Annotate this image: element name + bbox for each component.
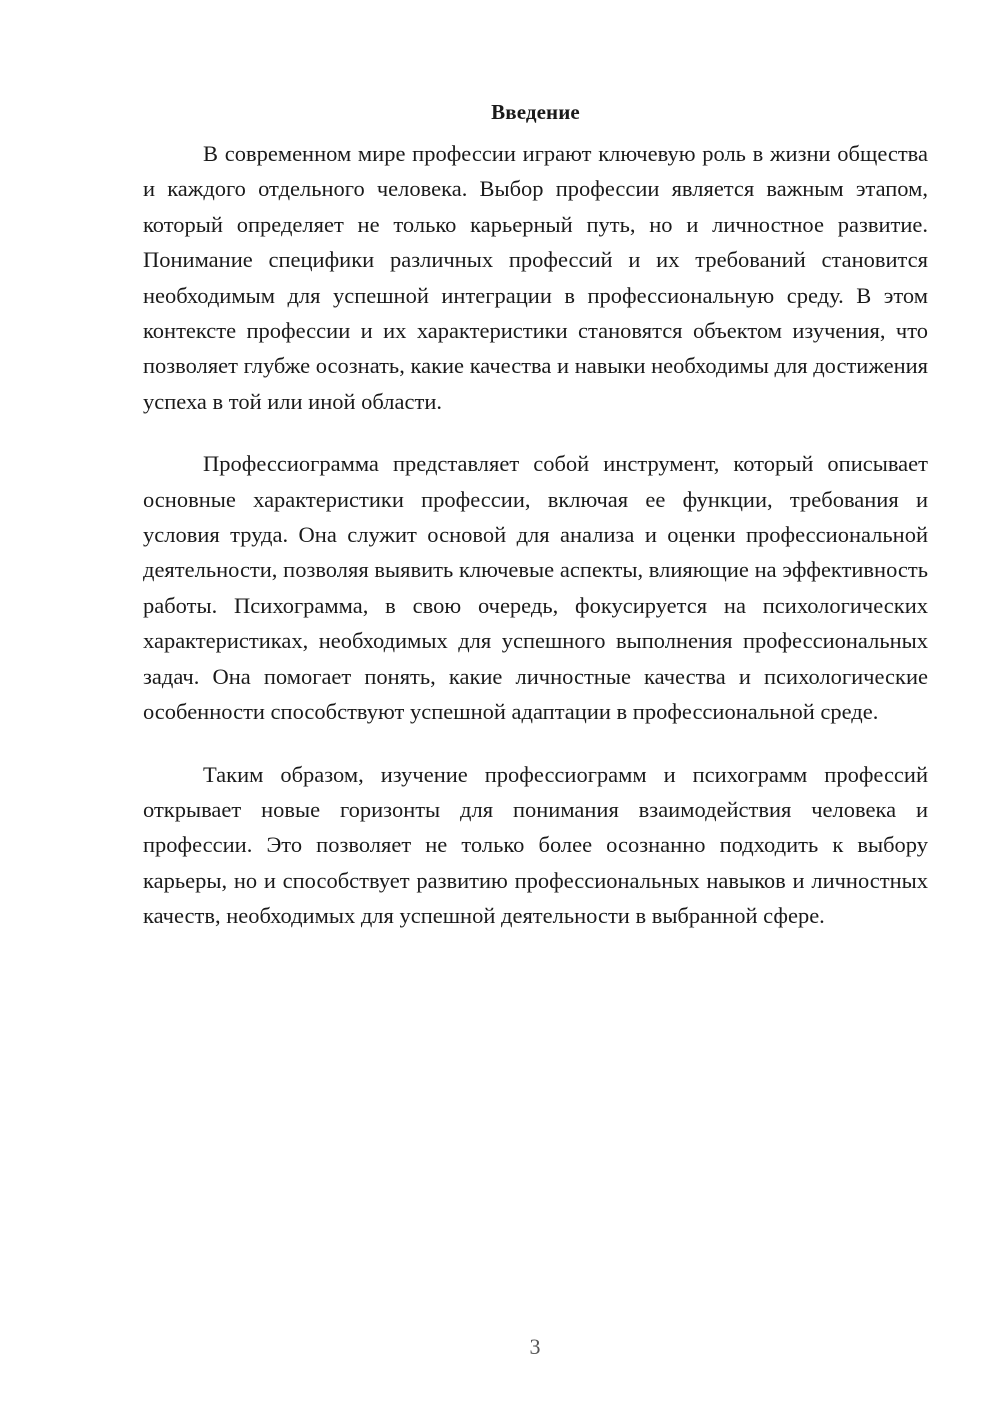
page-content — [143, 98, 928, 934]
paragraph-conclusion: Таким образом, изучение профессиограмм и психограмм профессий открывает новые горизонты для понимания взаимодействия человека и профессии. Это позволяет не только более осознанно подходить к выбору карьеры, но и способствует развитию профессиональных навыков и личностных качеств, необходимых для успешной деятельности в выбранной сфере. — [143, 761, 928, 929]
section-title: Введение — [491, 100, 580, 124]
paragraph-professiogram: Профессиограмма представляет собой инструмент, который описывает основные характеристики профессии, включая ее функции, требования и условия труда. Она служит основой для анализа и оценки профессиональной деятельности, позволяя выявить ключевые аспекты, влияющие на эффективность работы. Психограмма, в свою очередь, фокусируется на психологических характеристиках, необходимых для успешного выполнения профессиональных задач. Она помогает понять, какие личностные качества и психологические особенности способствуют успешной адаптации в профессиональной среде. — [143, 451, 928, 725]
page-number: 3 — [529, 1334, 541, 1359]
paragraph-intro: В современном мире профессии играют ключевую роль в жизни общества и каждого отдельного человека. Выбор профессии является важным этапом, который определяет не только карьерный путь, но и личностное развитие. Понимание специфики различных профессий и их требований становится необходимым для успешной интеграции в профессиональную среду. В этом контексте профессии и их характеристики становятся объектом изучения, что позволяет глубже осознать, какие качества и навыки необходимы для достижения успеха в той или иной области. — [143, 141, 928, 414]
